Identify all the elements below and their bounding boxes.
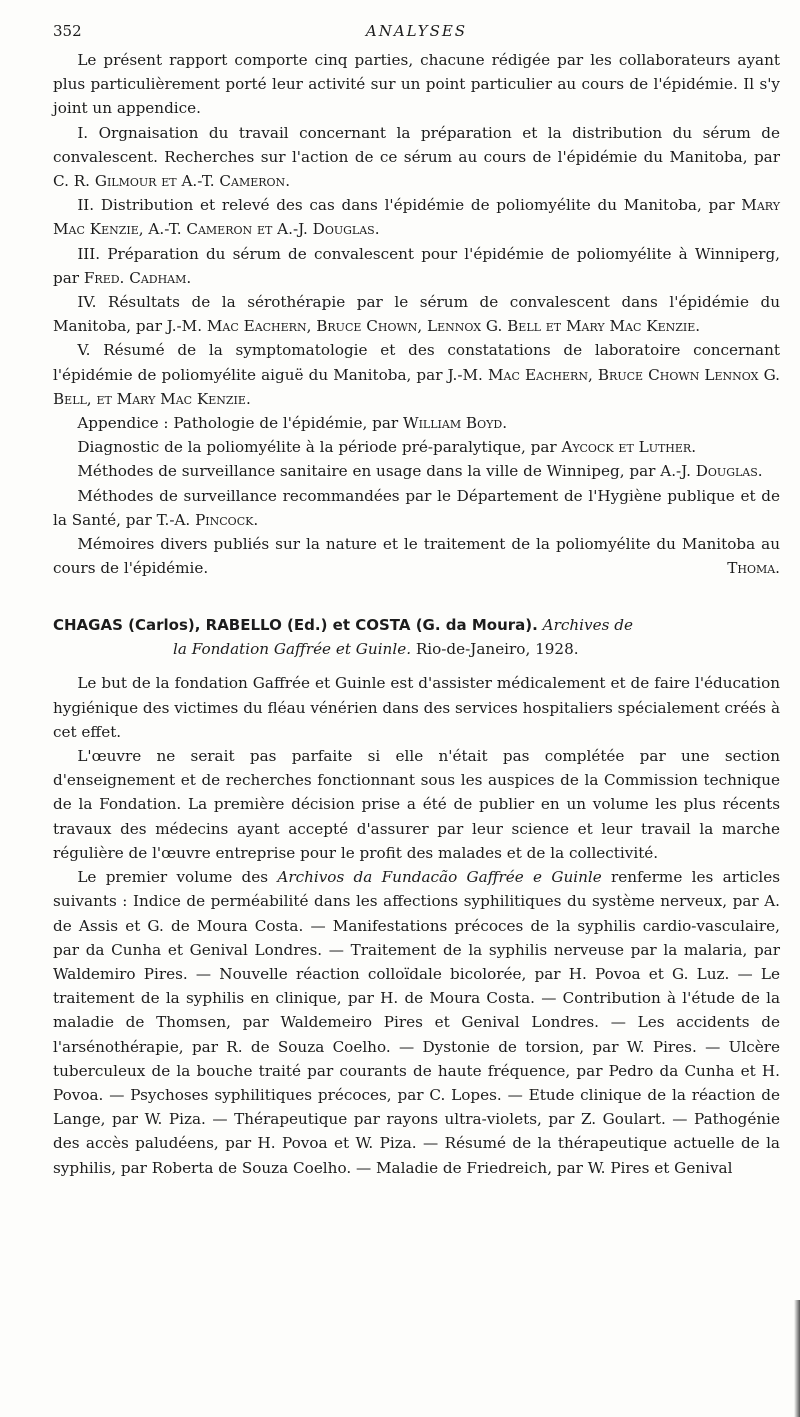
page-edge-shadow (794, 1300, 800, 1417)
part-authors: J.-M. Mac Eachern, Bruce Chown Lennox G. Bell, et Mary Mac Kenzie (53, 365, 780, 408)
journal-title: Archivos da Fundacão Gaffrée e Guinle (277, 868, 602, 887)
review-paragraph: Le but de la fondation Gaffrée et Guinle est d'assister médicalement et de faire l'éducation hygiénique des victimes du fléau vénérien dans des services hospitaliers spécialement créés à cet effet. (53, 674, 780, 741)
review-paragraph: L'œuvre ne serait pas parfaite si elle n'était pas complétée par une section d'enseignement et de recherches fonctionnant sous les auspices de la Commission technique de la Fondation. La première décision prise a été de publier en un volume les plus récents travaux des médecins ayant accepté d'assurer par leur science et leur travail la marche régulière de l'œuvre entreprise pour le profit des malades et de la collectivité. (53, 747, 780, 862)
review-heading (53, 613, 780, 661)
part-tail: . (285, 172, 291, 191)
page-header (53, 22, 780, 48)
part-authors: William Boyd (402, 414, 503, 433)
part-tail: . (691, 438, 697, 457)
page-number: 352 (53, 22, 82, 40)
part-item (53, 338, 780, 411)
review-paragraph (53, 865, 780, 1180)
part-item (53, 459, 780, 483)
review-text: Le premier volume des (77, 868, 278, 887)
reviewer-signature: Thoma. (727, 559, 780, 578)
memoires-text: Mémoires divers publiés sur la nature et le traitement de la poliomyélite du Manitoba au cours de l'épidémie. (53, 535, 780, 578)
part-text: V. Résumé de la symptomatologie et des constatations de laboratoire concernant l'épidémie de poliomyélite aiguë du Manitoba, par (53, 341, 780, 384)
review-title-start: Archives de (542, 616, 633, 635)
part-item (53, 193, 780, 241)
review-body (53, 671, 780, 1179)
running-title: ANALYSES (365, 22, 468, 40)
part-tail: . (253, 510, 259, 529)
part-text: Appendice : Pathologie de l'épidémie, par (77, 414, 403, 433)
part-item (53, 121, 780, 194)
intro-paragraph: Le présent rapport comporte cinq parties, chacune rédigée par les collaborateurs ayant plus particulièrement porté leur activité sur un point particulier au cours de l'épidémie. Il s'y joint un appendice. (53, 51, 780, 118)
part-tail: . (374, 220, 380, 239)
part-text: Diagnostic de la poliomyélite à la période pré-paralytique, par (77, 438, 562, 457)
part-tail: . (502, 414, 508, 433)
document-page (53, 22, 780, 1180)
part-authors: A.-J. Douglas (660, 462, 758, 481)
part-item (53, 290, 780, 338)
part-text: II. Distribution et relevé des cas dans l'épidémie de poliomyélite du Manitoba, par (77, 196, 742, 215)
part-authors: Fred. Cadham (83, 268, 187, 287)
part-text: I. Orgnaisation du travail concernant la préparation et la distribution du sérum de convalescent. Recherches sur l'action de ce sérum au cours de l'épidémie du Manitoba, par C. R. (53, 123, 780, 191)
part-tail: . (245, 389, 251, 408)
part-item (53, 484, 780, 532)
report-summary (53, 48, 780, 1180)
part-item (53, 411, 780, 435)
part-authors: T.-A. Pincock (156, 510, 254, 529)
part-text: IV. Résultats de la sérothérapie par le sérum de convalescent dans l'épidémie du Manitoba, par (53, 293, 780, 336)
part-item (53, 242, 780, 290)
part-text: Méthodes de surveillance sanitaire en usage dans la ville de Winnipeg, par (77, 462, 661, 481)
part-text: Méthodes de surveillance recommandées par le Département de l'Hygiène publique et de la Santé, par (53, 486, 780, 529)
part-tail: . (695, 317, 701, 336)
part-tail: . (757, 462, 763, 481)
part-authors: Gilmour et A.-T. Cameron (94, 172, 286, 191)
articles-list: renferme les articles suivants : Indice de perméabilité dans les affections syphilitiques du système nerveux, par A. de Assis et G. de Moura Costa. — Manifestations précoces de la syphilis cardio-vasculaire, par da Cunha et Genival Londres. — Traitement de la syphilis nerveuse par la malaria, par Waldemiro Pires. — Nouvelle réaction colloïdale bicolorée, par H. Povoa et G. Luz. — Le traitement de la syphilis en clinique, par H. de Moura Costa. — Contribution à l'étude de la maladie de Thomsen, par Waldemeiro Pires et Genival Londres. — Les accidents de l'arsénothérapie, par R. de Souza Coelho. — Dystonie de torsion, par W. Pires. — Ulcère tuberculeux de la bouche traité par courants de haute fréquence, par Pedro da Cunha et H. Povoa. — Psychoses syphilitiques précoces, par C. Lopes. — Etude clinique de la réaction de Lange, par W. Piza. — Thérapeutique par rayons ultra-violets, par Z. Goulart. — Pathogénie des accès paludéens, par H. Povoa et W. Piza. — Résumé de la thérapeutique actuelle de la syphilis, par Roberta de Souza Coelho. — Maladie de Friedreich, par W. Pires et Genival (53, 868, 780, 1177)
part-tail: . (186, 268, 192, 287)
part-item (53, 435, 780, 459)
part-text: III. Préparation du sérum de convalescent pour l'épidémie de poliomyélite à Winniperg, par (53, 244, 780, 287)
memoires-paragraph (53, 532, 780, 580)
review-place-date: Rio-de-Janeiro, 1928. (415, 640, 579, 659)
part-authors: Mary Mac Kenzie, A.-T. Cameron et A.-J. Douglas (53, 196, 780, 239)
review-title-end: la Fondation Gaffrée et Guinle. (173, 640, 412, 659)
review-authors: CHAGAS (Carlos), RABELLO (Ed.) et COSTA (G. da Moura). (53, 616, 538, 635)
part-authors: J.-M. Mac Eachern, Bruce Chown, Lennox G. Bell et Mary Mac Kenzie (166, 317, 696, 336)
part-authors: Aycock et Luther (561, 438, 692, 457)
